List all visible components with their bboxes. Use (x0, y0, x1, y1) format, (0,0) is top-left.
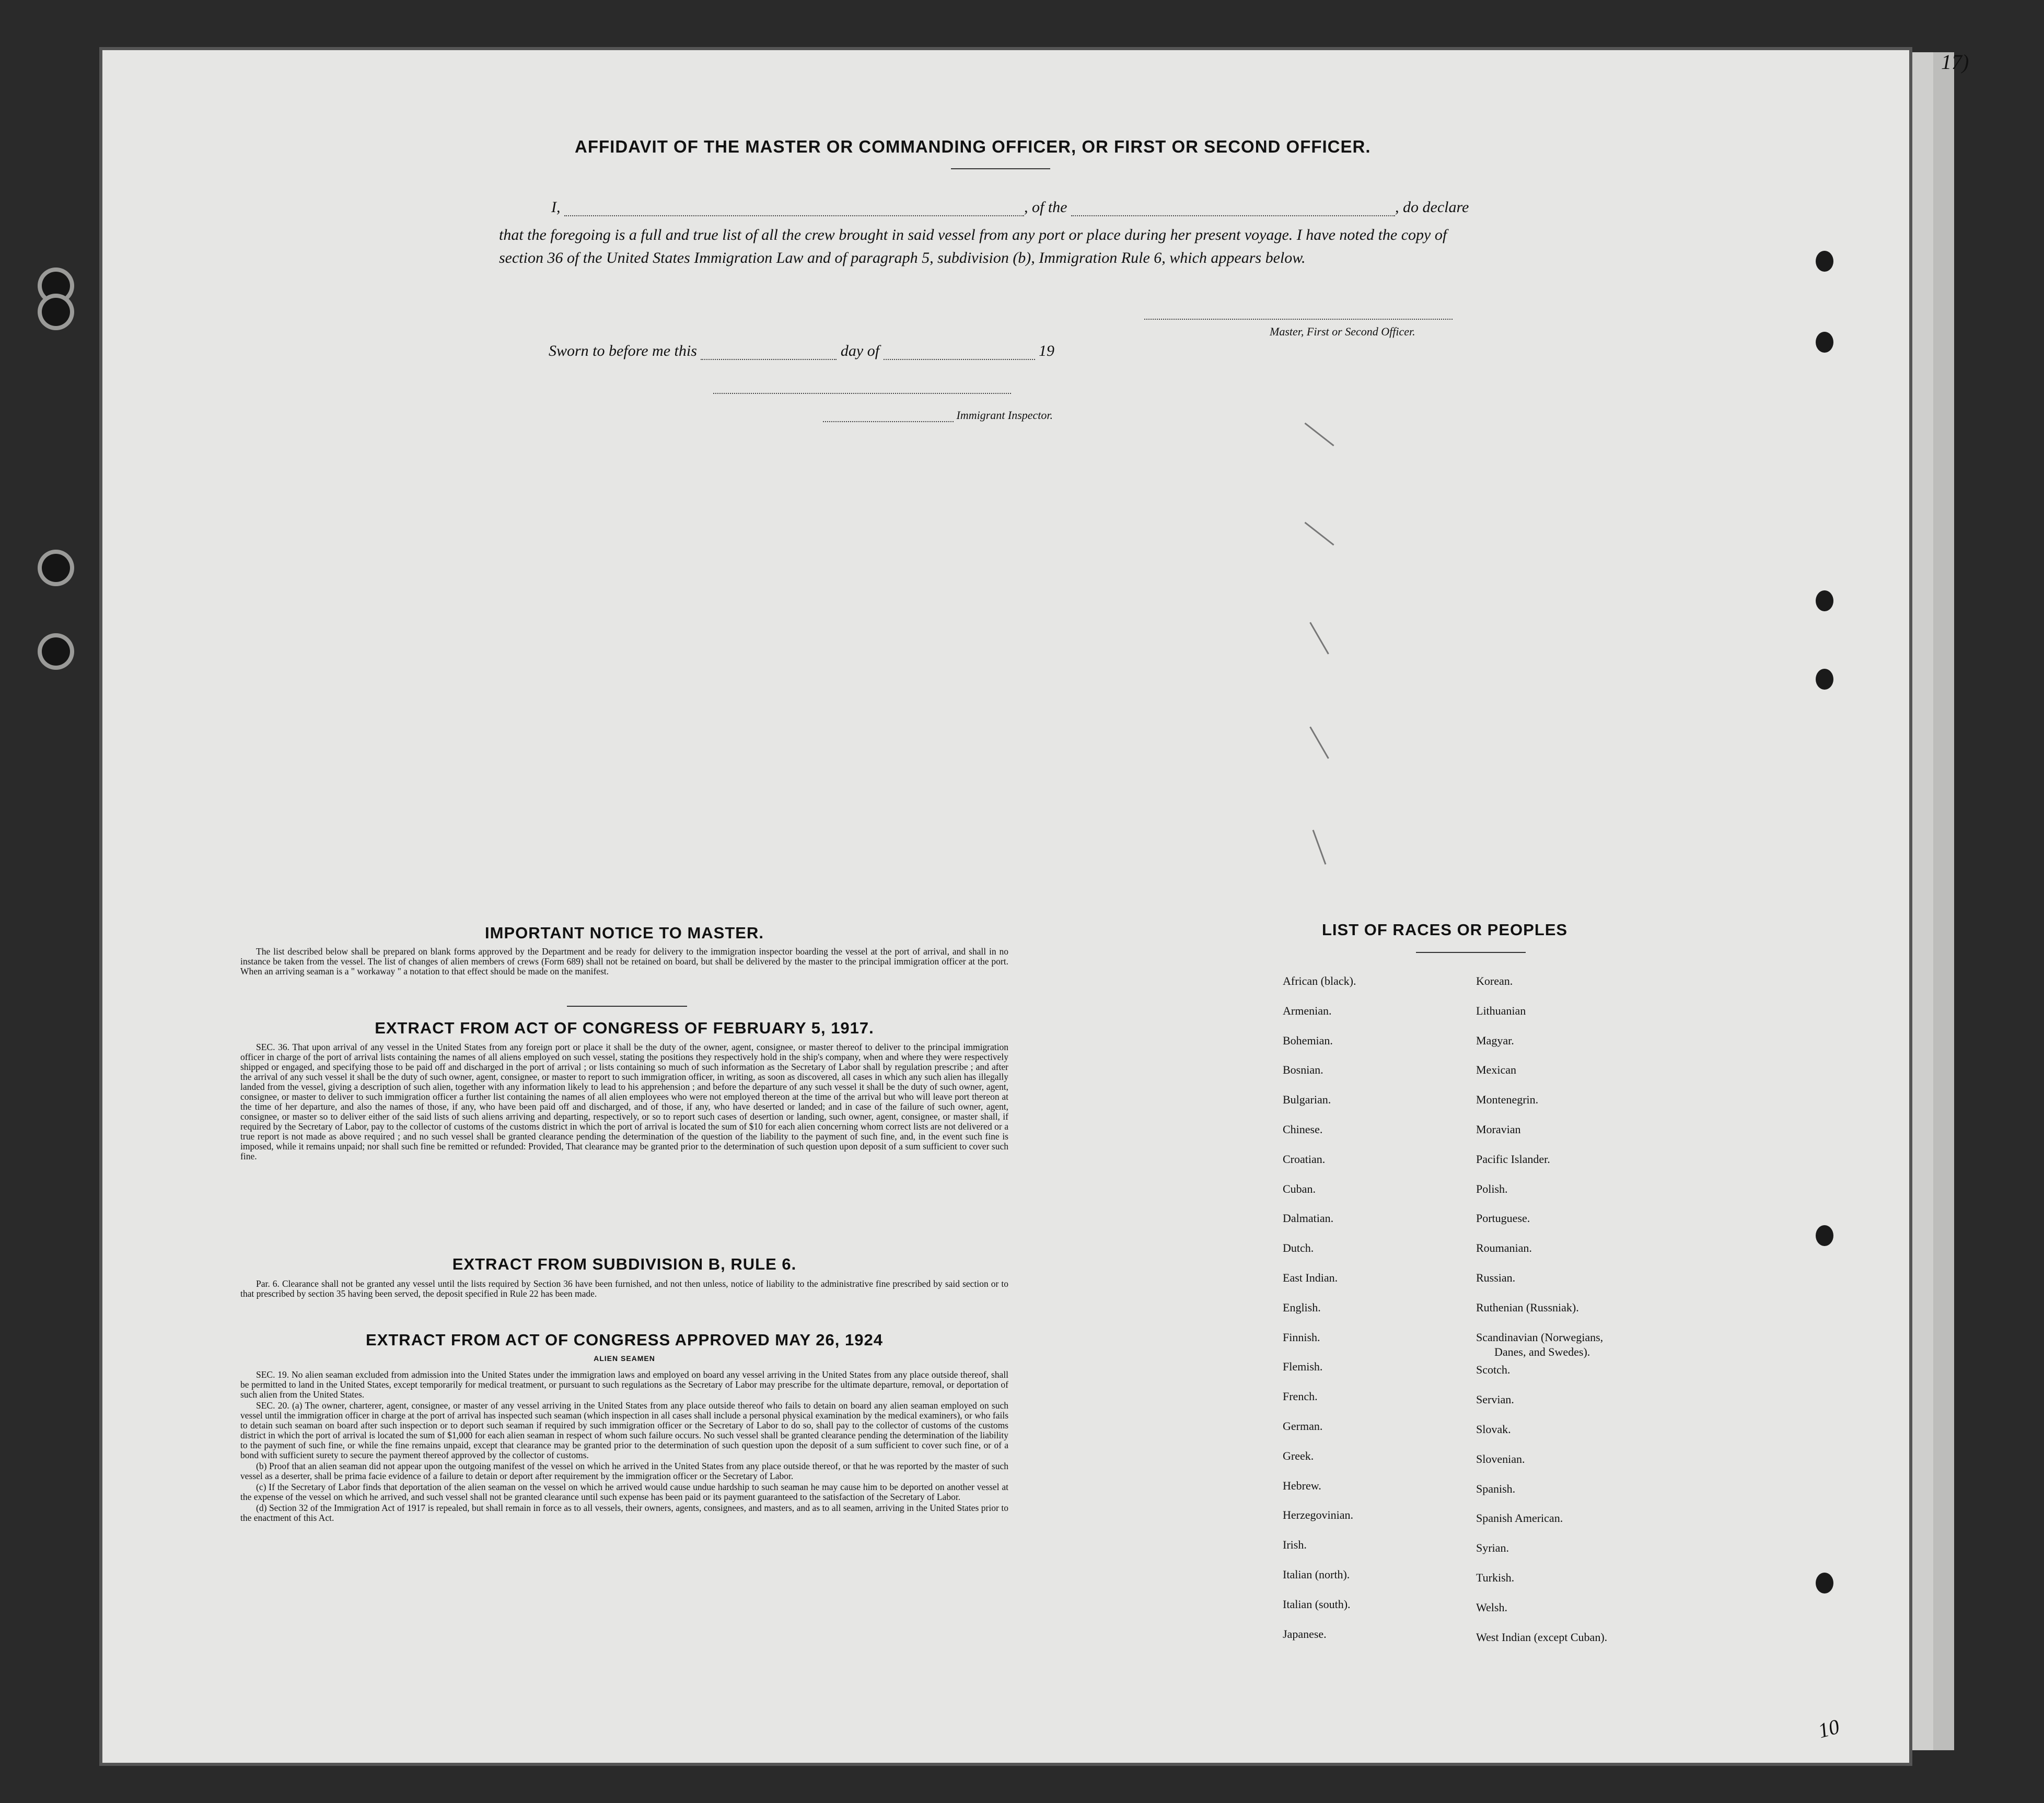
punch-hole (1816, 1225, 1833, 1246)
race-item: Montenegrin. (1476, 1093, 1539, 1107)
year-text: 19 (1039, 342, 1055, 359)
race-item: Syrian. (1476, 1541, 1509, 1555)
sec20c-paragraph: (c) If the Secretary of Labor finds that deportation of the alien seaman on the vessel on which he arrived would cause undue hardship to such seaman he may cause him to be deported on another vessel at the expense of the vessel on which he arrived, and such vessel shall not be granted clearance until such expense has been paid or its payment guaranteed to the satisfaction of the Secretary of Labor. (240, 1482, 1008, 1502)
punch-hole (1816, 251, 1833, 272)
affidavit-declare: , do declare (1395, 199, 1469, 216)
notice-title: IMPORTANT NOTICE TO MASTER. (485, 924, 764, 942)
race-item: French. (1283, 1390, 1318, 1403)
punch-hole (1816, 590, 1833, 611)
race-item: African (black). (1283, 974, 1356, 987)
extract-1924-title: EXTRACT FROM ACT OF CONGRESS APPROVED MAY 26, 1924 (366, 1331, 883, 1349)
race-item: Roumanian. (1476, 1241, 1532, 1255)
race-item: Greek. (1283, 1449, 1314, 1462)
rule6-paragraph: Par. 6. Clearance shall not be granted any vessel until the lists required by Section 36 have been furnished, and not then unless, notice of liability to the administrative fine prescribed by said section or to that prescribed by section 35 having been served, the deposit specified in Rule 22 has been made. (240, 1278, 1008, 1299)
binder-hole (42, 637, 70, 666)
race-item: Armenian. (1283, 1004, 1332, 1017)
race-item: West Indian (except Cuban). (1476, 1630, 1608, 1644)
race-item: Turkish. (1476, 1571, 1515, 1584)
race-item: Italian (north). (1283, 1568, 1350, 1581)
bottom-mark: 10 (1815, 1714, 1842, 1743)
race-item: Croatian. (1283, 1152, 1326, 1166)
race-item: English. (1283, 1300, 1321, 1314)
page-number: 17) (1941, 50, 1969, 74)
extract-1924-subtitle: ALIEN SEAMEN (594, 1354, 655, 1363)
affidavit-of-the: , of the (1024, 199, 1067, 216)
extract-1917-title: EXTRACT FROM ACT OF CONGRESS OF FEBRUARY 5, 1917. (375, 1019, 874, 1037)
sworn-text: Sworn to before me this (549, 342, 697, 359)
race-item: Pacific Islander. (1476, 1152, 1550, 1166)
extract-1917-text (240, 1042, 1008, 1162)
binder-hole (42, 554, 70, 582)
race-item: Russian. (1476, 1271, 1516, 1284)
inspector-label: Immigrant Inspector. (956, 409, 1053, 422)
notice-paragraph: The list described below shall be prepared on blank forms approved by the Department and be ready for delivery to the immigration inspector boarding the vessel at the port of arrival, and shall in no instance be taken from the vessel. The list of changes of alien members of crews (Form 689) shall not be retained on board, but shall be delivered by the master to the principal immigration officer at the port. When an arriving seaman is a " workaway " a notation to that effect should be made on the manifest. (240, 946, 1008, 976)
sec20b-paragraph: (b) Proof that an alien seaman did not appear upon the outgoing manifest of the vessel on which he arrived in the United States from any place outside thereof, or that he was reported by the master of such vessel as a deserter, shall be prima facie evidence of a failure to detain or deport after requirement by the immigration officer or the Secretary of Labor. (240, 1461, 1008, 1481)
affidavit-i: I, (551, 199, 561, 216)
sworn-line (549, 342, 1228, 360)
day-of-text: day of (840, 342, 880, 359)
rule6-text (240, 1279, 1008, 1300)
race-item: Flemish. (1283, 1360, 1323, 1374)
sec19-paragraph: SEC. 19. No alien seaman excluded from admission into the United States under the immigration laws and employed on board any vessel arriving in the United States from any place outside thereof, shall be permitted to land in the United States, except temporarily for medical treatment, or pursuant to such regulations as the Secretary of Labor may prescribe for the ultimate departure, removal, or deportation of such alien from the United States. (240, 1369, 1008, 1400)
race-item: Spanish. (1476, 1482, 1516, 1495)
race-item: Slovenian. (1476, 1452, 1525, 1465)
race-item: Mexican (1476, 1063, 1516, 1077)
race-item: Bulgarian. (1283, 1093, 1331, 1107)
extract-1924-text (240, 1370, 1008, 1524)
master-signature-label: Master, First or Second Officer. (1270, 325, 1415, 338)
race-item: Bohemian. (1283, 1033, 1333, 1047)
race-item: Japanese. (1283, 1627, 1327, 1641)
race-item: Korean. (1476, 974, 1513, 987)
race-item: Spanish American. (1476, 1511, 1563, 1525)
punch-hole (1816, 669, 1833, 690)
race-item: Ruthenian (Russniak). (1476, 1300, 1579, 1314)
race-item: Cuban. (1283, 1182, 1316, 1195)
race-item: Servian. (1476, 1393, 1514, 1406)
race-item-scandinavian-continued: Danes, and Swedes). (1494, 1345, 1590, 1358)
rule6-title: EXTRACT FROM SUBDIVISION B, RULE 6. (452, 1255, 797, 1273)
race-item: Irish. (1283, 1538, 1307, 1552)
race-item: Italian (south). (1283, 1597, 1351, 1611)
race-item: Dalmatian. (1283, 1212, 1334, 1225)
punch-hole (1816, 1573, 1833, 1593)
race-item: Chinese. (1283, 1123, 1323, 1136)
race-item: Polish. (1476, 1182, 1508, 1195)
race-item: Portuguese. (1476, 1212, 1530, 1225)
punch-hole (1816, 332, 1833, 353)
binder-hole (42, 272, 70, 300)
binder-hole (42, 298, 70, 326)
affidavit-declaration-line (551, 199, 1492, 216)
races-title: LIST OF RACES OR PEOPLES (1322, 921, 1568, 939)
race-item: Scandinavian (Norwegians, (1476, 1330, 1604, 1344)
race-item: Moravian (1476, 1123, 1521, 1136)
sec20a-paragraph: SEC. 20. (a) The owner, charterer, agent, consignee, or master of any vessel arriving in the United States from any place outside thereof who fails to detain on board any alien seaman employed on such vessel until the immigration officer in charge at the port of arrival has inspected such seaman (which inspection in all cases shall include a personal physical examination by the medical examiners), or who fails to detain such seaman on board after such inspection or to deport such seaman if required by such immigration officer or the Secretary of Labor to do so, shall pay to the collector of customs of the customs district in which the port of arrival is located the sum of $1,000 for each alien seaman in respect of whom such failure occurs. No such vessel shall be granted clearance pending the determination of the liability to the payment of such fine, or while the fine remains unpaid, except that clearance may be granted prior to the determination of such question upon the deposit of a sum sufficient to cover such fine, or of a bond with sufficient surety to secure the payment thereof approved by the collector of customs. (240, 1400, 1008, 1460)
race-item: East Indian. (1283, 1271, 1338, 1284)
race-item: Finnish. (1283, 1330, 1320, 1344)
race-item: Dutch. (1283, 1241, 1314, 1255)
notice-text (240, 947, 1008, 978)
race-item: Herzegovinian. (1283, 1508, 1353, 1522)
race-item: Lithuanian (1476, 1004, 1526, 1017)
race-item: Bosnian. (1283, 1063, 1323, 1077)
race-item: German. (1283, 1420, 1323, 1433)
extract-1917-paragraph: SEC. 36. That upon arrival of any vessel in the United States from any foreign port or place it shall be the duty of the owner, agent, consignee, or master thereof to deliver to the principal immigration officer in charge of the port of arrival lists containing the names of all aliens employed on such vessel, stating the positions they respectively hold in the ship's company, when and where they were respectively shipped or engaged, and specifying those to be paid off and discharged in the port of arrival ; or lists containing so much of such information as the Secretary of Labor shall by regulation prescribe ; and after the arrival of any such vessel it shall be the duty of such owner, agent, consignee, or master to report to such immigration officer, in writing, as soon as discovered, all cases in which any such alien has illegally landed from the vessel, giving a description of such alien, together with any information likely to lead to his apprehension ; and before the departure of any such vessel it shall be the duty of such owner, agent, consignee, or master to deliver to such immigration officer a further list containing the names of all alien employees who were not employed thereon at the time of the arrival but who will leave port thereon at the time of her departure, and also the names of those, if any, who have been paid off and discharged, and of those, if any, who have deserted or landed; and in case of the failure of such owner, agent, consignee, or master so to deliver either of the said lists of such aliens arriving and departing, respectively, or so to report such cases of desertion or landing, such owner, agent, consignee, or master shall, if required by the Secretary of Labor, pay to the collector of customs of the customs district in which the port of arrival is located the sum of $10 for each alien concerning whom correct lists are not delivered or a true report is not made as above required ; and no such vessel shall be granted clearance pending the determination of the question of the liability to the payment of such fine, and, in the event such fine is imposed, while it remains unpaid; nor shall such fine be remitted or refunded: Provided, That clearance may be granted prior to the determination of such question upon deposit of a sum sufficient to cover such fine. (240, 1042, 1008, 1161)
race-item: Welsh. (1476, 1600, 1507, 1614)
affidavit-body: that the foregoing is a full and true list of all the crew brought in said vessel from any port or place during her present voyage. I have noted the copy of section 36 of the United States Immigration Law and of paragraph 5, subdivision (b), Immigration Rule 6, which appears below. (499, 226, 1447, 266)
race-item: Magyar. (1476, 1033, 1514, 1047)
affidavit-title: AFFIDAVIT OF THE MASTER OR COMMANDING OFFICER, OR FIRST OR SECOND OFFICER. (575, 137, 1371, 156)
sec20d-paragraph: (d) Section 32 of the Immigration Act of 1917 is repealed, but shall remain in force as to all vessels, their owners, agents, consignees, and masters, and as to all seamen, arriving in the United States prior to the enactment of this Act. (240, 1503, 1008, 1523)
race-item: Slovak. (1476, 1423, 1511, 1436)
inspector-line (823, 409, 1105, 422)
race-item: Scotch. (1476, 1363, 1511, 1377)
race-item: Hebrew. (1283, 1479, 1321, 1492)
